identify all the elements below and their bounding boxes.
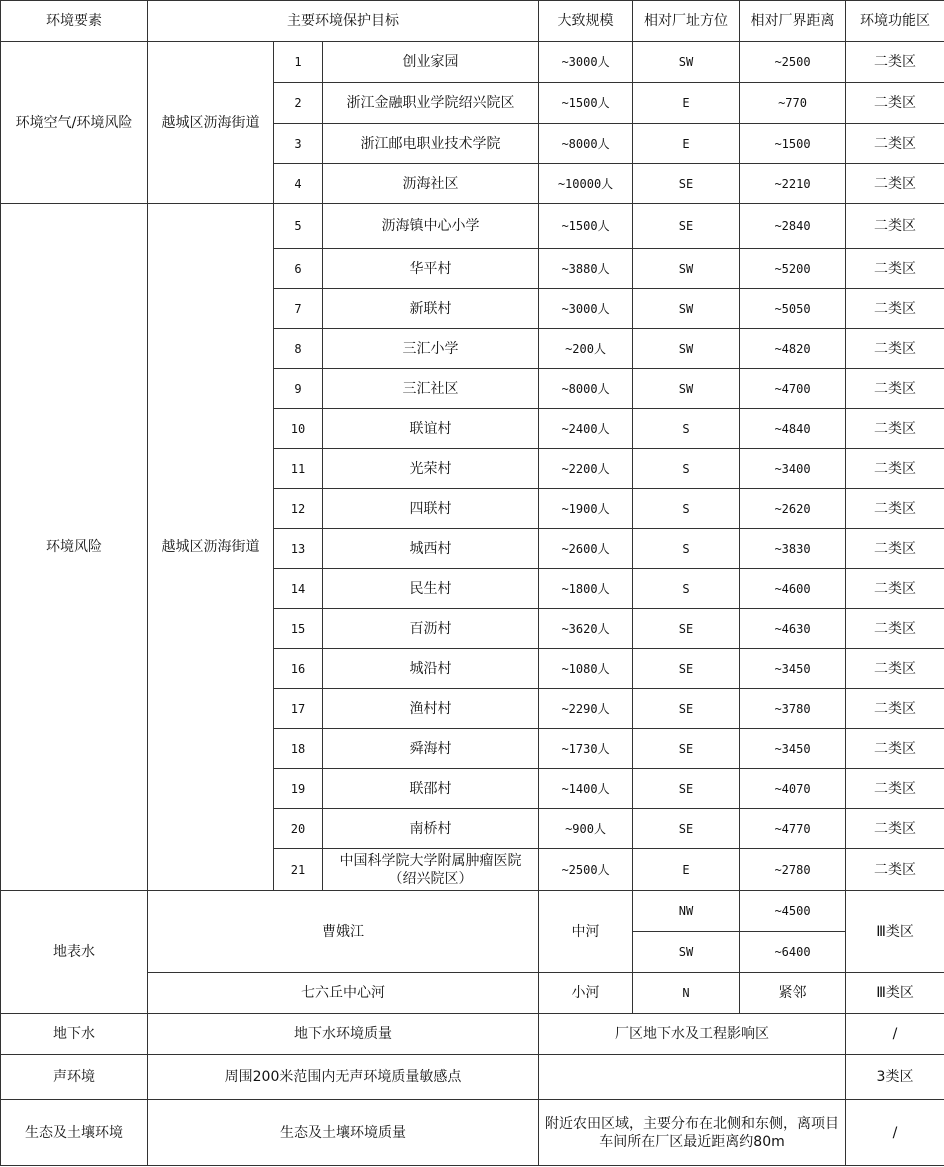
distance-cell: ~3450	[740, 649, 846, 689]
zone-cell: 二类区	[846, 249, 944, 289]
scale-cell: ~3880人	[539, 249, 633, 289]
table-row	[1, 1100, 944, 1166]
scale-cell: ~1400人	[539, 769, 633, 809]
scope-cell: 厂区地下水及工程影响区	[539, 1014, 846, 1055]
scale-cell: ~1500人	[539, 83, 633, 124]
distance-cell: 紧邻	[740, 973, 846, 1014]
element-cell-risk: 环境风险	[1, 204, 148, 891]
scale-cell: ~1500人	[539, 204, 633, 249]
scale-cell: ~8000人	[539, 124, 633, 164]
target-name: 城沿村	[323, 649, 539, 689]
zone-cell: 二类区	[846, 409, 944, 449]
target-name: 联邵村	[323, 769, 539, 809]
row-number: 17	[274, 689, 323, 729]
river-scale: 中河	[539, 891, 633, 973]
distance-cell: ~4840	[740, 409, 846, 449]
direction-cell: SE	[633, 204, 740, 249]
zone-cell: 二类区	[846, 529, 944, 569]
row-number: 5	[274, 204, 323, 249]
zone-cell: /	[846, 1014, 944, 1055]
zone-cell: 二类区	[846, 164, 944, 204]
zone-cell: 二类区	[846, 689, 944, 729]
row-number: 8	[274, 329, 323, 369]
direction-cell: E	[633, 83, 740, 124]
area-cell-risk: 越城区沥海街道	[148, 204, 274, 891]
header-scale: 大致规模	[539, 1, 633, 42]
zone-cell: 二类区	[846, 729, 944, 769]
scale-cell: ~10000人	[539, 164, 633, 204]
row-number: 6	[274, 249, 323, 289]
scale-cell: ~1080人	[539, 649, 633, 689]
distance-cell: ~4500	[740, 891, 846, 932]
distance-cell: ~3400	[740, 449, 846, 489]
element-cell-surface-water: 地表水	[1, 891, 148, 1014]
row-number: 11	[274, 449, 323, 489]
row-number: 2	[274, 83, 323, 124]
zone-cell: 二类区	[846, 124, 944, 164]
table-row	[1, 42, 944, 83]
distance-cell: ~1500	[740, 124, 846, 164]
scale-cell: ~3620人	[539, 609, 633, 649]
direction-cell: E	[633, 124, 740, 164]
target-name: 城西村	[323, 529, 539, 569]
element-cell-air: 环境空气/环境风险	[1, 42, 148, 204]
distance-cell: ~2620	[740, 489, 846, 529]
zone-cell: 二类区	[846, 204, 944, 249]
row-number: 16	[274, 649, 323, 689]
target-name: 南桥村	[323, 809, 539, 849]
scale-cell: ~2200人	[539, 449, 633, 489]
distance-cell: ~4770	[740, 809, 846, 849]
header-direction: 相对厂址方位	[633, 1, 740, 42]
zone-cell: /	[846, 1100, 944, 1166]
target-name: 创业家园	[323, 42, 539, 83]
scale-cell: ~1730人	[539, 729, 633, 769]
scale-cell: ~2600人	[539, 529, 633, 569]
direction-cell: SE	[633, 164, 740, 204]
target-name: 沥海社区	[323, 164, 539, 204]
direction-cell: NW	[633, 891, 740, 932]
direction-cell: SE	[633, 769, 740, 809]
direction-cell: SE	[633, 809, 740, 849]
header-zone: 环境功能区	[846, 1, 944, 42]
distance-cell: ~4600	[740, 569, 846, 609]
zone-cell: Ⅲ类区	[846, 891, 944, 973]
table-row	[1, 1014, 944, 1055]
distance-cell: ~2500	[740, 42, 846, 83]
scale-cell: ~1900人	[539, 489, 633, 529]
target-name: 沥海镇中心小学	[323, 204, 539, 249]
scale-cell: ~900人	[539, 809, 633, 849]
distance-cell: ~3450	[740, 729, 846, 769]
target-name: 三汇社区	[323, 369, 539, 409]
zone-cell: 二类区	[846, 769, 944, 809]
zone-cell: 二类区	[846, 649, 944, 689]
direction-cell: S	[633, 449, 740, 489]
row-number: 1	[274, 42, 323, 83]
scale-cell: ~3000人	[539, 42, 633, 83]
row-number: 10	[274, 409, 323, 449]
distance-cell: ~2780	[740, 849, 846, 891]
direction-cell: SW	[633, 369, 740, 409]
target-name: 中国科学院大学附属肿瘤医院（绍兴院区）	[323, 849, 539, 891]
distance-cell: ~4700	[740, 369, 846, 409]
direction-cell: SE	[633, 689, 740, 729]
row-number: 18	[274, 729, 323, 769]
target-name: 舜海村	[323, 729, 539, 769]
target-name: 联谊村	[323, 409, 539, 449]
scale-cell: ~2400人	[539, 409, 633, 449]
target-cell: 生态及土壤环境质量	[148, 1100, 539, 1166]
scale-cell: ~1800人	[539, 569, 633, 609]
table-row	[1, 204, 944, 249]
element-cell-groundwater: 地下水	[1, 1014, 148, 1055]
row-number: 12	[274, 489, 323, 529]
target-name: 渔村村	[323, 689, 539, 729]
distance-cell: ~3830	[740, 529, 846, 569]
distance-cell: ~5050	[740, 289, 846, 329]
zone-cell: 二类区	[846, 329, 944, 369]
scale-cell: ~3000人	[539, 289, 633, 329]
distance-cell: ~5200	[740, 249, 846, 289]
direction-cell: SE	[633, 649, 740, 689]
row-number: 3	[274, 124, 323, 164]
zone-cell: 二类区	[846, 449, 944, 489]
direction-cell: E	[633, 849, 740, 891]
zone-cell: 二类区	[846, 809, 944, 849]
header-distance: 相对厂界距离	[740, 1, 846, 42]
direction-cell: S	[633, 489, 740, 529]
direction-cell: SW	[633, 42, 740, 83]
zone-cell: 二类区	[846, 369, 944, 409]
zone-cell: 3类区	[846, 1055, 944, 1100]
element-cell-ecology: 生态及土壤环境	[1, 1100, 148, 1166]
header-element: 环境要素	[1, 1, 148, 42]
row-number: 4	[274, 164, 323, 204]
distance-cell: ~4070	[740, 769, 846, 809]
zone-cell: Ⅲ类区	[846, 973, 944, 1014]
direction-cell: SW	[633, 329, 740, 369]
element-cell-noise: 声环境	[1, 1055, 148, 1100]
distance-cell: ~770	[740, 83, 846, 124]
row-number: 13	[274, 529, 323, 569]
target-name: 三汇小学	[323, 329, 539, 369]
row-number: 20	[274, 809, 323, 849]
distance-cell: ~2840	[740, 204, 846, 249]
target-name: 新联村	[323, 289, 539, 329]
target-name: 浙江邮电职业技术学院	[323, 124, 539, 164]
river-name: 曹娥江	[148, 891, 539, 973]
direction-cell: SE	[633, 609, 740, 649]
river-scale: 小河	[539, 973, 633, 1014]
direction-cell: SW	[633, 289, 740, 329]
distance-cell: ~4630	[740, 609, 846, 649]
table-body	[1, 1, 944, 1166]
zone-cell: 二类区	[846, 569, 944, 609]
target-name: 光荣村	[323, 449, 539, 489]
zone-cell: 二类区	[846, 83, 944, 124]
distance-cell: ~6400	[740, 932, 846, 973]
target-name: 浙江金融职业学院绍兴院区	[323, 83, 539, 124]
row-number: 9	[274, 369, 323, 409]
direction-cell: SE	[633, 729, 740, 769]
direction-cell: S	[633, 569, 740, 609]
row-number: 19	[274, 769, 323, 809]
header-target: 主要环境保护目标	[148, 1, 539, 42]
zone-cell: 二类区	[846, 849, 944, 891]
direction-cell: SW	[633, 932, 740, 973]
row-number: 7	[274, 289, 323, 329]
target-cell: 周围200米范围内无声环境质量敏感点	[148, 1055, 539, 1100]
target-name: 华平村	[323, 249, 539, 289]
scale-cell: ~200人	[539, 329, 633, 369]
zone-cell: 二类区	[846, 609, 944, 649]
zone-cell: 二类区	[846, 42, 944, 83]
target-name: 民生村	[323, 569, 539, 609]
direction-cell: SW	[633, 249, 740, 289]
direction-cell: S	[633, 529, 740, 569]
scale-cell: ~8000人	[539, 369, 633, 409]
scope-cell	[539, 1055, 846, 1100]
area-cell-air: 越城区沥海街道	[148, 42, 274, 204]
scope-cell: 附近农田区域，主要分布在北侧和东侧，离项目车间所在厂区最近距离约80m	[539, 1100, 846, 1166]
target-name: 四联村	[323, 489, 539, 529]
header-row	[1, 1, 944, 42]
row-number: 14	[274, 569, 323, 609]
river-name: 七六丘中心河	[148, 973, 539, 1014]
direction-cell: N	[633, 973, 740, 1014]
table-row	[1, 1055, 944, 1100]
zone-cell: 二类区	[846, 289, 944, 329]
scale-cell: ~2500人	[539, 849, 633, 891]
target-name: 百沥村	[323, 609, 539, 649]
scale-cell: ~2290人	[539, 689, 633, 729]
row-number: 15	[274, 609, 323, 649]
distance-cell: ~4820	[740, 329, 846, 369]
direction-cell: S	[633, 409, 740, 449]
zone-cell: 二类区	[846, 489, 944, 529]
table-row	[1, 891, 944, 932]
row-number: 21	[274, 849, 323, 891]
target-cell: 地下水环境质量	[148, 1014, 539, 1055]
distance-cell: ~3780	[740, 689, 846, 729]
distance-cell: ~2210	[740, 164, 846, 204]
